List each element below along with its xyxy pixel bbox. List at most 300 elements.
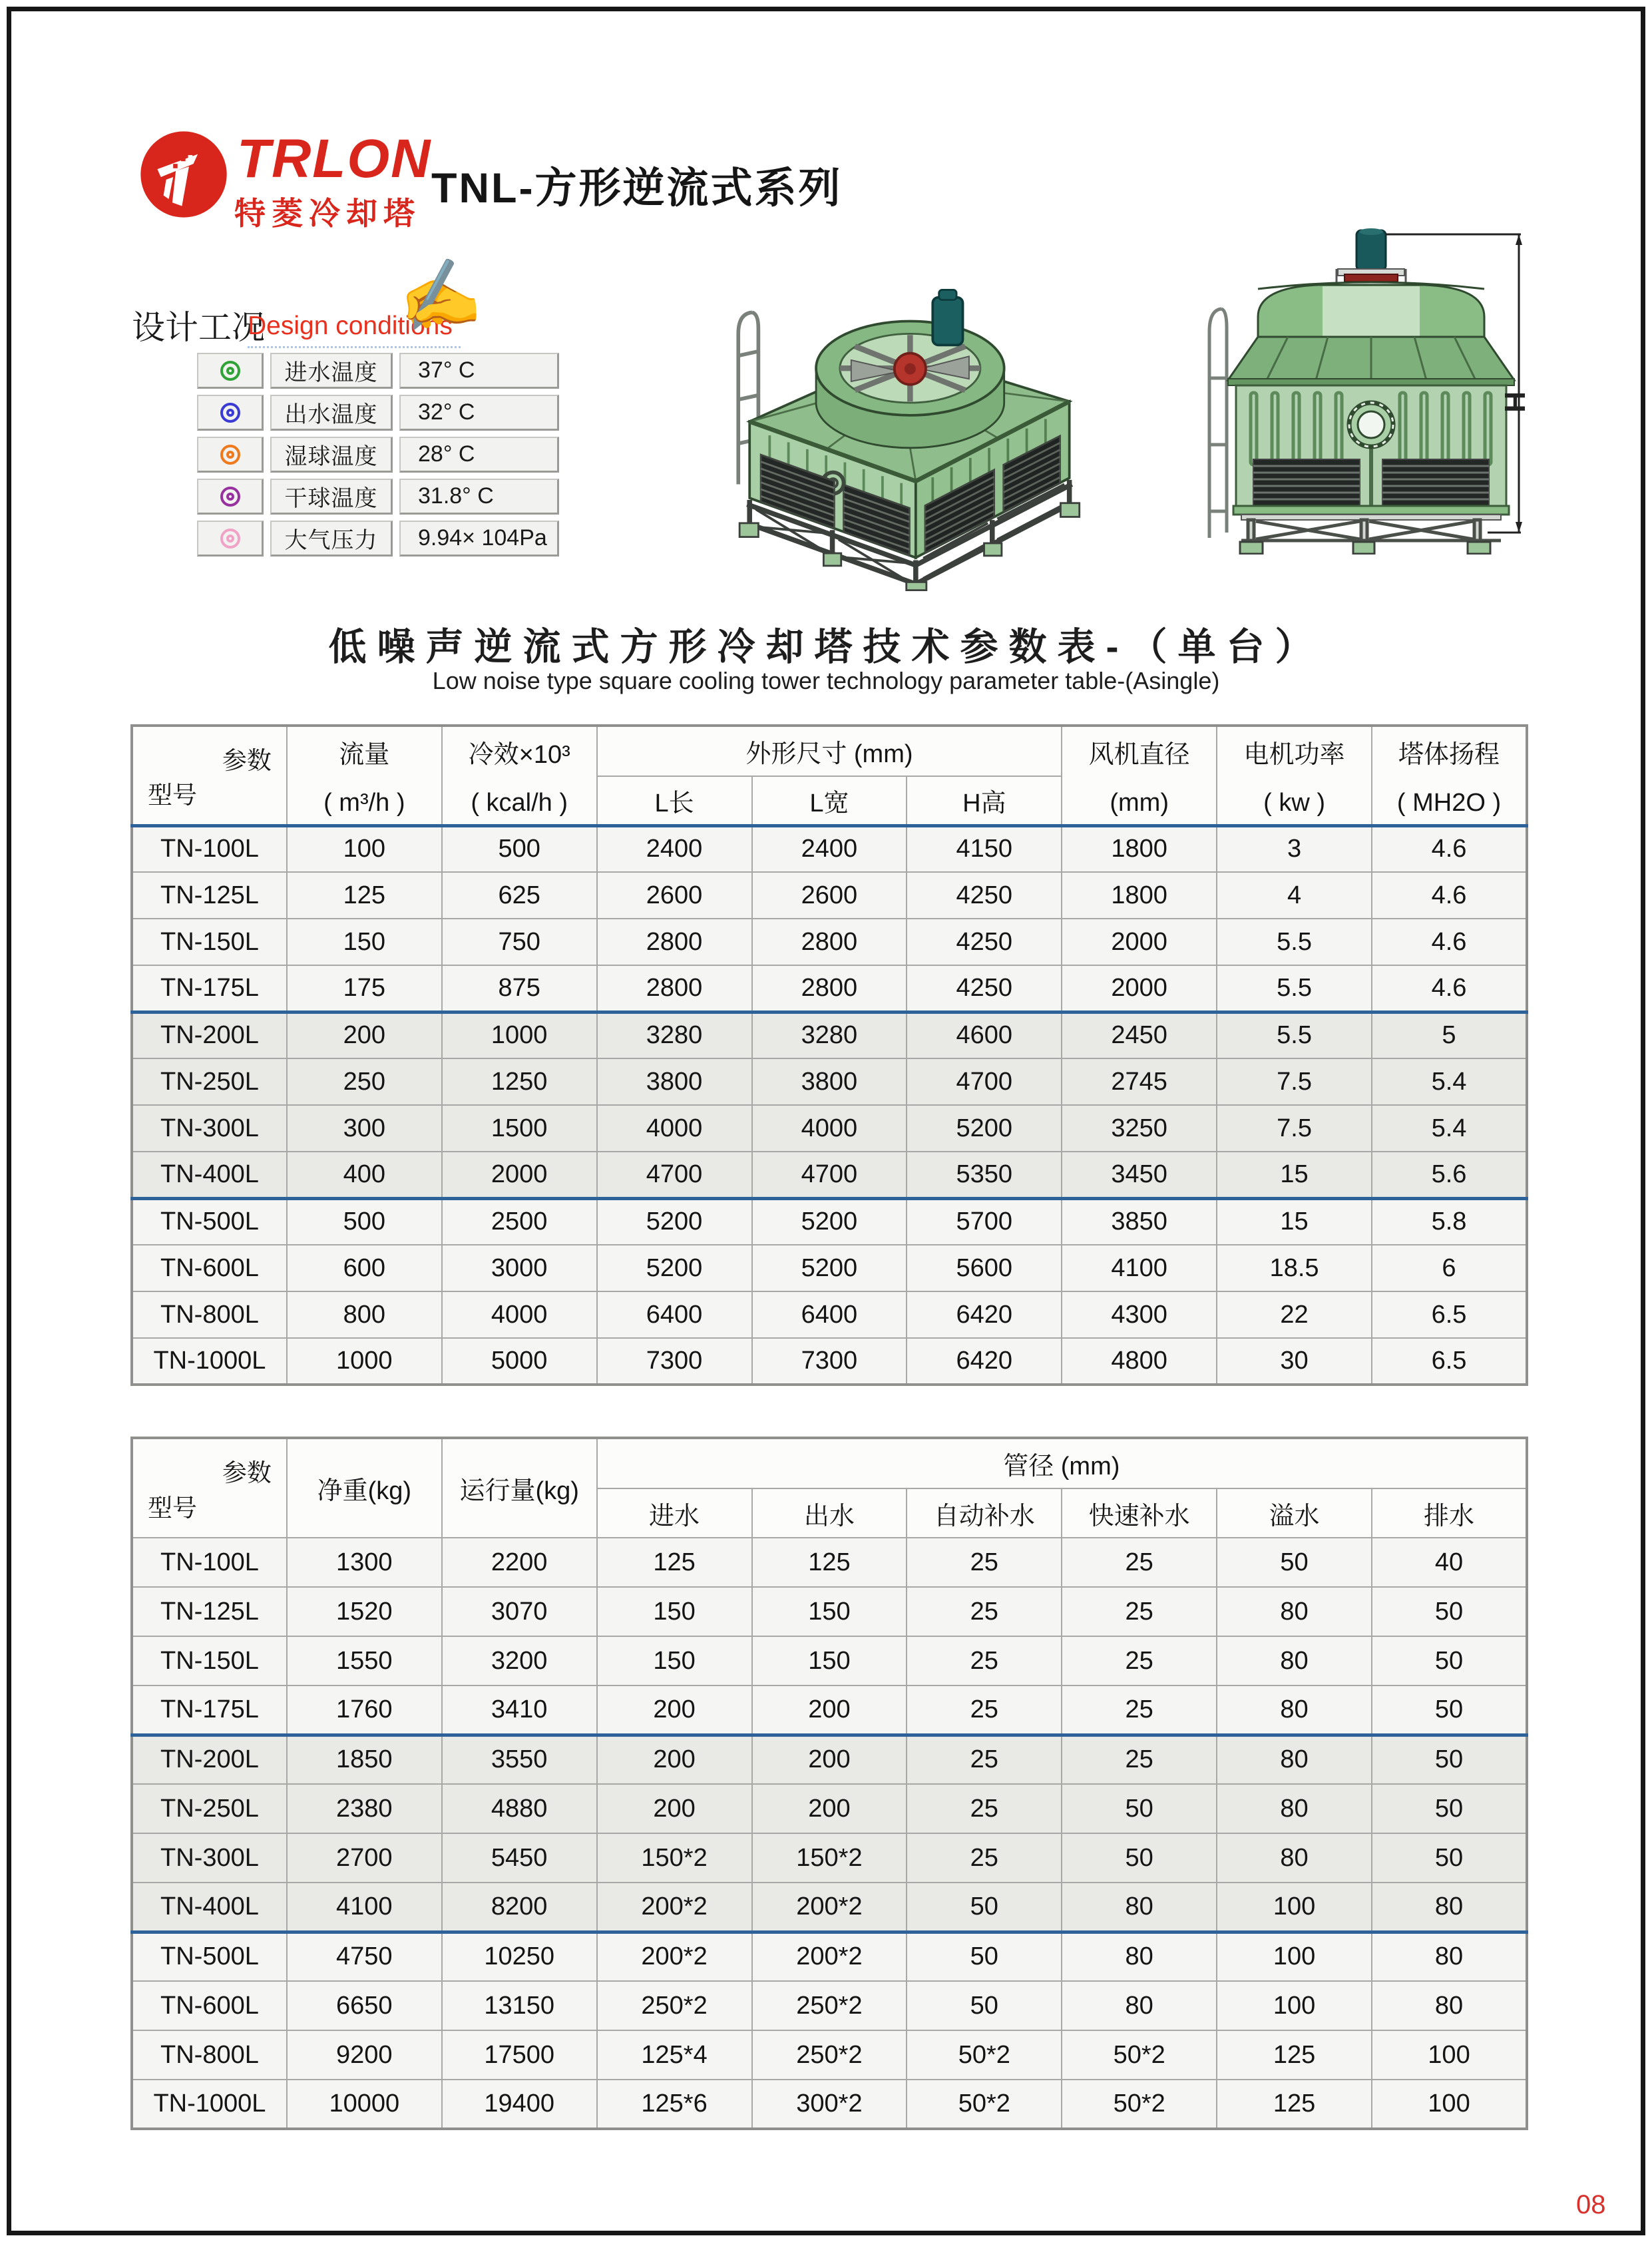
model-cell: TN-1000L xyxy=(132,2080,287,2129)
model-cell: TN-600L xyxy=(132,1981,287,2030)
column-header-outlet: 出水 xyxy=(752,1488,907,1538)
table-row xyxy=(132,1152,1527,1198)
condition-label: 干球温度 xyxy=(270,479,393,515)
value-cell: 3280 xyxy=(597,1012,752,1058)
value-cell: 250*2 xyxy=(597,1981,752,2030)
technical-parameter-table xyxy=(130,724,1528,1386)
value-cell: 5200 xyxy=(597,1198,752,1245)
value-cell: 150 xyxy=(752,1587,907,1636)
corner-label-model: 型号 xyxy=(148,781,197,809)
value-cell: 2200 xyxy=(442,1538,597,1587)
value-cell: 4000 xyxy=(442,1291,597,1338)
value-cell: 50*2 xyxy=(1062,2080,1217,2129)
table-row xyxy=(132,1012,1527,1058)
value-cell: 6400 xyxy=(597,1291,752,1338)
value-cell: 5.8 xyxy=(1372,1198,1527,1245)
value-cell: 5.4 xyxy=(1372,1058,1527,1105)
condition-value: 28° C xyxy=(399,437,559,473)
column-header-running-weight: 运行量(kg) xyxy=(442,1438,597,1538)
value-cell: 7.5 xyxy=(1217,1058,1372,1105)
value-cell: 200*2 xyxy=(597,1883,752,1932)
value-cell: 25 xyxy=(1062,1685,1217,1735)
value-cell: 125 xyxy=(1217,2030,1372,2080)
value-cell: 80 xyxy=(1217,1784,1372,1833)
value-cell: 3800 xyxy=(752,1058,907,1105)
value-cell: 2800 xyxy=(752,919,907,965)
value-cell: 5450 xyxy=(442,1833,597,1883)
brand-subtitle: 特菱冷却塔 xyxy=(234,196,421,231)
value-cell: 10250 xyxy=(442,1932,597,1981)
corner-label-parameter: 参数 xyxy=(222,1459,272,1486)
value-cell: 100 xyxy=(1217,1883,1372,1932)
value-cell: 2450 xyxy=(1062,1012,1217,1058)
value-cell: 50 xyxy=(907,1981,1062,2030)
value-cell: 80 xyxy=(1062,1883,1217,1932)
value-cell: 200 xyxy=(752,1685,907,1735)
value-cell: 5200 xyxy=(597,1245,752,1291)
bullet-box xyxy=(197,479,264,515)
value-cell: 250 xyxy=(287,1058,442,1105)
status-dot-icon xyxy=(220,361,240,381)
corner-label-model: 型号 xyxy=(148,1494,197,1522)
model-cell: TN-600L xyxy=(132,1245,287,1291)
model-cell: TN-250L xyxy=(132,1058,287,1105)
table-row xyxy=(132,1587,1527,1636)
value-cell: 80 xyxy=(1217,1735,1372,1784)
model-cell: TN-150L xyxy=(132,919,287,965)
pen-icon: ✍ xyxy=(393,252,486,339)
model-cell: TN-125L xyxy=(132,1587,287,1636)
value-cell: 5200 xyxy=(752,1245,907,1291)
value-cell: 2000 xyxy=(442,1152,597,1198)
value-cell: 4100 xyxy=(1062,1245,1217,1291)
value-cell: 80 xyxy=(1217,1636,1372,1685)
value-cell: 2000 xyxy=(1062,919,1217,965)
value-cell: 3800 xyxy=(597,1058,752,1105)
column-header-dimensions-group: 外形尺寸 (mm) xyxy=(597,726,1062,776)
value-cell: 7300 xyxy=(752,1338,907,1385)
value-cell: 4100 xyxy=(287,1883,442,1932)
table-row xyxy=(132,2030,1527,2080)
table-body xyxy=(132,825,1527,1385)
value-cell: 80 xyxy=(1217,1685,1372,1735)
value-cell: 3 xyxy=(1217,825,1372,872)
model-cell: TN-250L xyxy=(132,1784,287,1833)
condition-label: 大气压力 xyxy=(270,521,393,557)
value-cell: 5200 xyxy=(752,1198,907,1245)
design-condition-row xyxy=(197,521,559,557)
series-title: TNL-方形逆流式系列 xyxy=(431,165,843,212)
value-cell: 100 xyxy=(1372,2080,1527,2129)
design-condition-row xyxy=(197,437,559,473)
model-cell: TN-175L xyxy=(132,965,287,1012)
condition-value: 31.8° C xyxy=(399,479,559,515)
table-row xyxy=(132,2080,1527,2129)
model-cell: TN-400L xyxy=(132,1883,287,1932)
value-cell: 4700 xyxy=(907,1058,1062,1105)
table-row xyxy=(132,872,1527,919)
condition-label: 出水温度 xyxy=(270,395,393,431)
value-cell: 1520 xyxy=(287,1587,442,1636)
table-row xyxy=(132,1198,1527,1245)
value-cell: 200 xyxy=(752,1735,907,1784)
value-cell: 4.6 xyxy=(1372,965,1527,1012)
value-cell: 50*2 xyxy=(907,2080,1062,2129)
value-cell: 3850 xyxy=(1062,1198,1217,1245)
value-cell: 875 xyxy=(442,965,597,1012)
table-row xyxy=(132,1784,1527,1833)
table-row xyxy=(132,1735,1527,1784)
model-cell: TN-150L xyxy=(132,1636,287,1685)
column-header-flow: 流量 ( m³/h ) xyxy=(287,726,442,825)
value-cell: 3070 xyxy=(442,1587,597,1636)
value-cell: 1000 xyxy=(442,1012,597,1058)
value-cell: 30 xyxy=(1217,1338,1372,1385)
value-cell: 2000 xyxy=(1062,965,1217,1012)
value-cell: 4250 xyxy=(907,965,1062,1012)
condition-label: 进水温度 xyxy=(270,353,393,389)
value-cell: 100 xyxy=(1217,1981,1372,2030)
table-row xyxy=(132,1538,1527,1587)
value-cell: 5.5 xyxy=(1217,919,1372,965)
value-cell: 4700 xyxy=(597,1152,752,1198)
value-cell: 6650 xyxy=(287,1981,442,2030)
table-row xyxy=(132,825,1527,872)
value-cell: 200*2 xyxy=(752,1932,907,1981)
value-cell: 5.6 xyxy=(1372,1152,1527,1198)
value-cell: 25 xyxy=(907,1538,1062,1587)
value-cell: 25 xyxy=(907,1685,1062,1735)
table-row xyxy=(132,1636,1527,1685)
model-cell: TN-200L xyxy=(132,1012,287,1058)
value-cell: 6420 xyxy=(907,1291,1062,1338)
value-cell: 50 xyxy=(1372,1735,1527,1784)
condition-label: 湿球温度 xyxy=(270,437,393,473)
table-row xyxy=(132,1932,1527,1981)
value-cell: 1760 xyxy=(287,1685,442,1735)
value-cell: 125 xyxy=(752,1538,907,1587)
value-cell: 7.5 xyxy=(1217,1105,1372,1152)
model-cell: TN-200L xyxy=(132,1735,287,1784)
value-cell: 2400 xyxy=(752,825,907,872)
value-cell: 125 xyxy=(597,1538,752,1587)
value-cell: 4750 xyxy=(287,1932,442,1981)
value-cell: 50 xyxy=(1372,1833,1527,1883)
value-cell: 6420 xyxy=(907,1338,1062,1385)
value-cell: 150 xyxy=(752,1636,907,1685)
value-cell: 2700 xyxy=(287,1833,442,1883)
model-cell: TN-1000L xyxy=(132,1338,287,1385)
value-cell: 80 xyxy=(1372,1883,1527,1932)
model-cell: TN-125L xyxy=(132,872,287,919)
table-row xyxy=(132,1245,1527,1291)
value-cell: 5.5 xyxy=(1217,965,1372,1012)
value-cell: 80 xyxy=(1372,1932,1527,1981)
value-cell: 50 xyxy=(1217,1538,1372,1587)
corner-label-parameter: 参数 xyxy=(222,747,272,774)
value-cell: 750 xyxy=(442,919,597,965)
value-cell: 2380 xyxy=(287,1784,442,1833)
value-cell: 4300 xyxy=(1062,1291,1217,1338)
value-cell: 250*2 xyxy=(752,1981,907,2030)
column-header-length: L长 xyxy=(597,776,752,825)
value-cell: 25 xyxy=(1062,1636,1217,1685)
value-cell: 100 xyxy=(1372,2030,1527,2080)
model-cell: TN-400L xyxy=(132,1152,287,1198)
design-conditions-title-en: Design conditions xyxy=(248,312,461,348)
value-cell: 4 xyxy=(1217,872,1372,919)
value-cell: 200 xyxy=(752,1784,907,1833)
value-cell: 100 xyxy=(287,825,442,872)
value-cell: 80 xyxy=(1062,1981,1217,2030)
value-cell: 3550 xyxy=(442,1735,597,1784)
value-cell: 3000 xyxy=(442,1245,597,1291)
condition-value: 37° C xyxy=(399,353,559,389)
table-row xyxy=(132,1883,1527,1932)
value-cell: 4000 xyxy=(752,1105,907,1152)
value-cell: 200 xyxy=(597,1784,752,1833)
value-cell: 1500 xyxy=(442,1105,597,1152)
bullet-box xyxy=(197,353,264,389)
value-cell: 1250 xyxy=(442,1058,597,1105)
status-dot-icon xyxy=(220,445,240,465)
model-cell: TN-500L xyxy=(132,1198,287,1245)
value-cell: 2400 xyxy=(597,825,752,872)
model-cell: TN-175L xyxy=(132,1685,287,1735)
corner-header-cell xyxy=(132,726,287,825)
column-header-motor-power: 电机功率 ( kw ) xyxy=(1217,726,1372,825)
value-cell: 1550 xyxy=(287,1636,442,1685)
table-row xyxy=(132,1105,1527,1152)
value-cell: 1850 xyxy=(287,1735,442,1784)
value-cell: 4880 xyxy=(442,1784,597,1833)
value-cell: 80 xyxy=(1372,1981,1527,2030)
value-cell: 80 xyxy=(1217,1833,1372,1883)
value-cell: 2745 xyxy=(1062,1058,1217,1105)
value-cell: 800 xyxy=(287,1291,442,1338)
value-cell: 2800 xyxy=(597,965,752,1012)
value-cell: 5200 xyxy=(907,1105,1062,1152)
value-cell: 2800 xyxy=(597,919,752,965)
table-row xyxy=(132,1338,1527,1385)
value-cell: 200 xyxy=(597,1735,752,1784)
value-cell: 25 xyxy=(907,1833,1062,1883)
value-cell: 50 xyxy=(1372,1784,1527,1833)
value-cell: 18.5 xyxy=(1217,1245,1372,1291)
table-row xyxy=(132,1833,1527,1883)
table-row xyxy=(132,1685,1527,1735)
value-cell: 50*2 xyxy=(907,2030,1062,2080)
bullet-box xyxy=(197,521,264,557)
column-header-drain: 排水 xyxy=(1372,1488,1527,1538)
value-cell: 25 xyxy=(907,1587,1062,1636)
value-cell: 500 xyxy=(287,1198,442,1245)
value-cell: 125*6 xyxy=(597,2080,752,2129)
value-cell: 250*2 xyxy=(752,2030,907,2080)
column-header-fan-diameter: 风机直径 (mm) xyxy=(1062,726,1217,825)
value-cell: 80 xyxy=(1062,1932,1217,1981)
value-cell: 200*2 xyxy=(752,1883,907,1932)
value-cell: 80 xyxy=(1217,1587,1372,1636)
column-header-quick-makeup: 快速补水 xyxy=(1062,1488,1217,1538)
model-cell: TN-800L xyxy=(132,1291,287,1338)
value-cell: 100 xyxy=(1217,1932,1372,1981)
value-cell: 200*2 xyxy=(597,1932,752,1981)
design-conditions-list xyxy=(197,353,559,562)
value-cell: 125 xyxy=(287,872,442,919)
value-cell: 17500 xyxy=(442,2030,597,2080)
value-cell: 5.5 xyxy=(1217,1012,1372,1058)
value-cell: 50 xyxy=(907,1883,1062,1932)
column-header-auto-makeup: 自动补水 xyxy=(907,1488,1062,1538)
condition-value: 9.94× 104Pa xyxy=(399,521,559,557)
value-cell: 25 xyxy=(907,1735,1062,1784)
value-cell: 150 xyxy=(287,919,442,965)
value-cell: 7300 xyxy=(597,1338,752,1385)
trlon-logo-icon xyxy=(140,130,228,218)
value-cell: 6.5 xyxy=(1372,1338,1527,1385)
value-cell: 3410 xyxy=(442,1685,597,1735)
value-cell: 25 xyxy=(1062,1587,1217,1636)
value-cell: 40 xyxy=(1372,1538,1527,1587)
column-header-overflow: 溢水 xyxy=(1217,1488,1372,1538)
value-cell: 150*2 xyxy=(752,1833,907,1883)
value-cell: 4700 xyxy=(752,1152,907,1198)
design-conditions-title-cn: 设计工况 xyxy=(132,309,265,346)
section-title: 低噪声逆流式方形冷却塔技术参数表-（单台） xyxy=(328,626,1324,668)
value-cell: 500 xyxy=(442,825,597,872)
value-cell: 10000 xyxy=(287,2080,442,2129)
column-header-cooling: 冷效×10³ ( kcal/h ) xyxy=(442,726,597,825)
value-cell: 4150 xyxy=(907,825,1062,872)
value-cell: 300*2 xyxy=(752,2080,907,2129)
value-cell: 4600 xyxy=(907,1012,1062,1058)
table-row xyxy=(132,1291,1527,1338)
value-cell: 25 xyxy=(1062,1538,1217,1587)
bullet-box xyxy=(197,395,264,431)
value-cell: 50 xyxy=(907,1932,1062,1981)
value-cell: 25 xyxy=(907,1784,1062,1833)
value-cell: 3280 xyxy=(752,1012,907,1058)
model-cell: TN-500L xyxy=(132,1932,287,1981)
value-cell: 6 xyxy=(1372,1245,1527,1291)
value-cell: 15 xyxy=(1217,1152,1372,1198)
column-header-inlet: 进水 xyxy=(597,1488,752,1538)
value-cell: 3200 xyxy=(442,1636,597,1685)
model-cell: TN-300L xyxy=(132,1833,287,1883)
status-dot-icon xyxy=(220,487,240,507)
weight-pipe-parameter-table xyxy=(130,1437,1528,2130)
value-cell: 150 xyxy=(597,1587,752,1636)
value-cell: 1800 xyxy=(1062,872,1217,919)
value-cell: 50*2 xyxy=(1062,2030,1217,2080)
value-cell: 4.6 xyxy=(1372,825,1527,872)
status-dot-icon xyxy=(220,403,240,423)
value-cell: 5700 xyxy=(907,1198,1062,1245)
value-cell: 125 xyxy=(1217,2080,1372,2129)
table-row xyxy=(132,1058,1527,1105)
value-cell: 625 xyxy=(442,872,597,919)
design-condition-row xyxy=(197,479,559,515)
value-cell: 4250 xyxy=(907,919,1062,965)
value-cell: 2600 xyxy=(597,872,752,919)
value-cell: 600 xyxy=(287,1245,442,1291)
value-cell: 5000 xyxy=(442,1338,597,1385)
value-cell: 150*2 xyxy=(597,1833,752,1883)
value-cell: 150 xyxy=(597,1636,752,1685)
value-cell: 5 xyxy=(1372,1012,1527,1058)
corner-header-cell xyxy=(132,1438,287,1538)
page-number: 08 xyxy=(1576,2190,1606,2219)
value-cell: 50 xyxy=(1062,1833,1217,1883)
value-cell: 25 xyxy=(907,1636,1062,1685)
model-cell: TN-100L xyxy=(132,1538,287,1587)
table-body xyxy=(132,1538,1527,2129)
value-cell: 400 xyxy=(287,1152,442,1198)
table-row xyxy=(132,919,1527,965)
cooling-tower-front-view xyxy=(1195,225,1531,555)
value-cell: 5.4 xyxy=(1372,1105,1527,1152)
value-cell: 3250 xyxy=(1062,1105,1217,1152)
h-dimension-label: H xyxy=(1498,391,1531,413)
value-cell: 6.5 xyxy=(1372,1291,1527,1338)
value-cell: 4800 xyxy=(1062,1338,1217,1385)
column-header-height: H高 xyxy=(907,776,1062,825)
value-cell: 2600 xyxy=(752,872,907,919)
value-cell: 4000 xyxy=(597,1105,752,1152)
value-cell: 200 xyxy=(287,1012,442,1058)
model-cell: TN-300L xyxy=(132,1105,287,1152)
value-cell: 175 xyxy=(287,965,442,1012)
value-cell: 50 xyxy=(1372,1636,1527,1685)
table-row xyxy=(132,965,1527,1012)
value-cell: 2500 xyxy=(442,1198,597,1245)
value-cell: 25 xyxy=(1062,1735,1217,1784)
design-condition-row xyxy=(197,395,559,431)
condition-value: 32° C xyxy=(399,395,559,431)
column-header-width: L宽 xyxy=(752,776,907,825)
value-cell: 8200 xyxy=(442,1883,597,1932)
value-cell: 3450 xyxy=(1062,1152,1217,1198)
column-header-pipe-group: 管径 (mm) xyxy=(597,1438,1527,1488)
value-cell: 6400 xyxy=(752,1291,907,1338)
value-cell: 4.6 xyxy=(1372,872,1527,919)
cooling-tower-iso-view xyxy=(687,214,1120,591)
value-cell: 9200 xyxy=(287,2030,442,2080)
value-cell: 22 xyxy=(1217,1291,1372,1338)
value-cell: 13150 xyxy=(442,1981,597,2030)
bullet-box xyxy=(197,437,264,473)
column-header-net-weight: 净重(kg) xyxy=(287,1438,442,1538)
value-cell: 15 xyxy=(1217,1198,1372,1245)
value-cell: 200 xyxy=(597,1685,752,1735)
value-cell: 50 xyxy=(1372,1587,1527,1636)
value-cell: 125*4 xyxy=(597,2030,752,2080)
value-cell: 50 xyxy=(1372,1685,1527,1735)
value-cell: 300 xyxy=(287,1105,442,1152)
value-cell: 19400 xyxy=(442,2080,597,2129)
status-dot-icon xyxy=(220,529,240,549)
value-cell: 1000 xyxy=(287,1338,442,1385)
value-cell: 2800 xyxy=(752,965,907,1012)
brand-name: TRLON xyxy=(237,128,432,189)
value-cell: 4250 xyxy=(907,872,1062,919)
value-cell: 50 xyxy=(1062,1784,1217,1833)
design-condition-row xyxy=(197,353,559,389)
model-cell: TN-100L xyxy=(132,825,287,872)
section-subtitle: Low noise type square cooling tower technology parameter table-(Asingle) xyxy=(432,667,1220,694)
model-cell: TN-800L xyxy=(132,2030,287,2080)
